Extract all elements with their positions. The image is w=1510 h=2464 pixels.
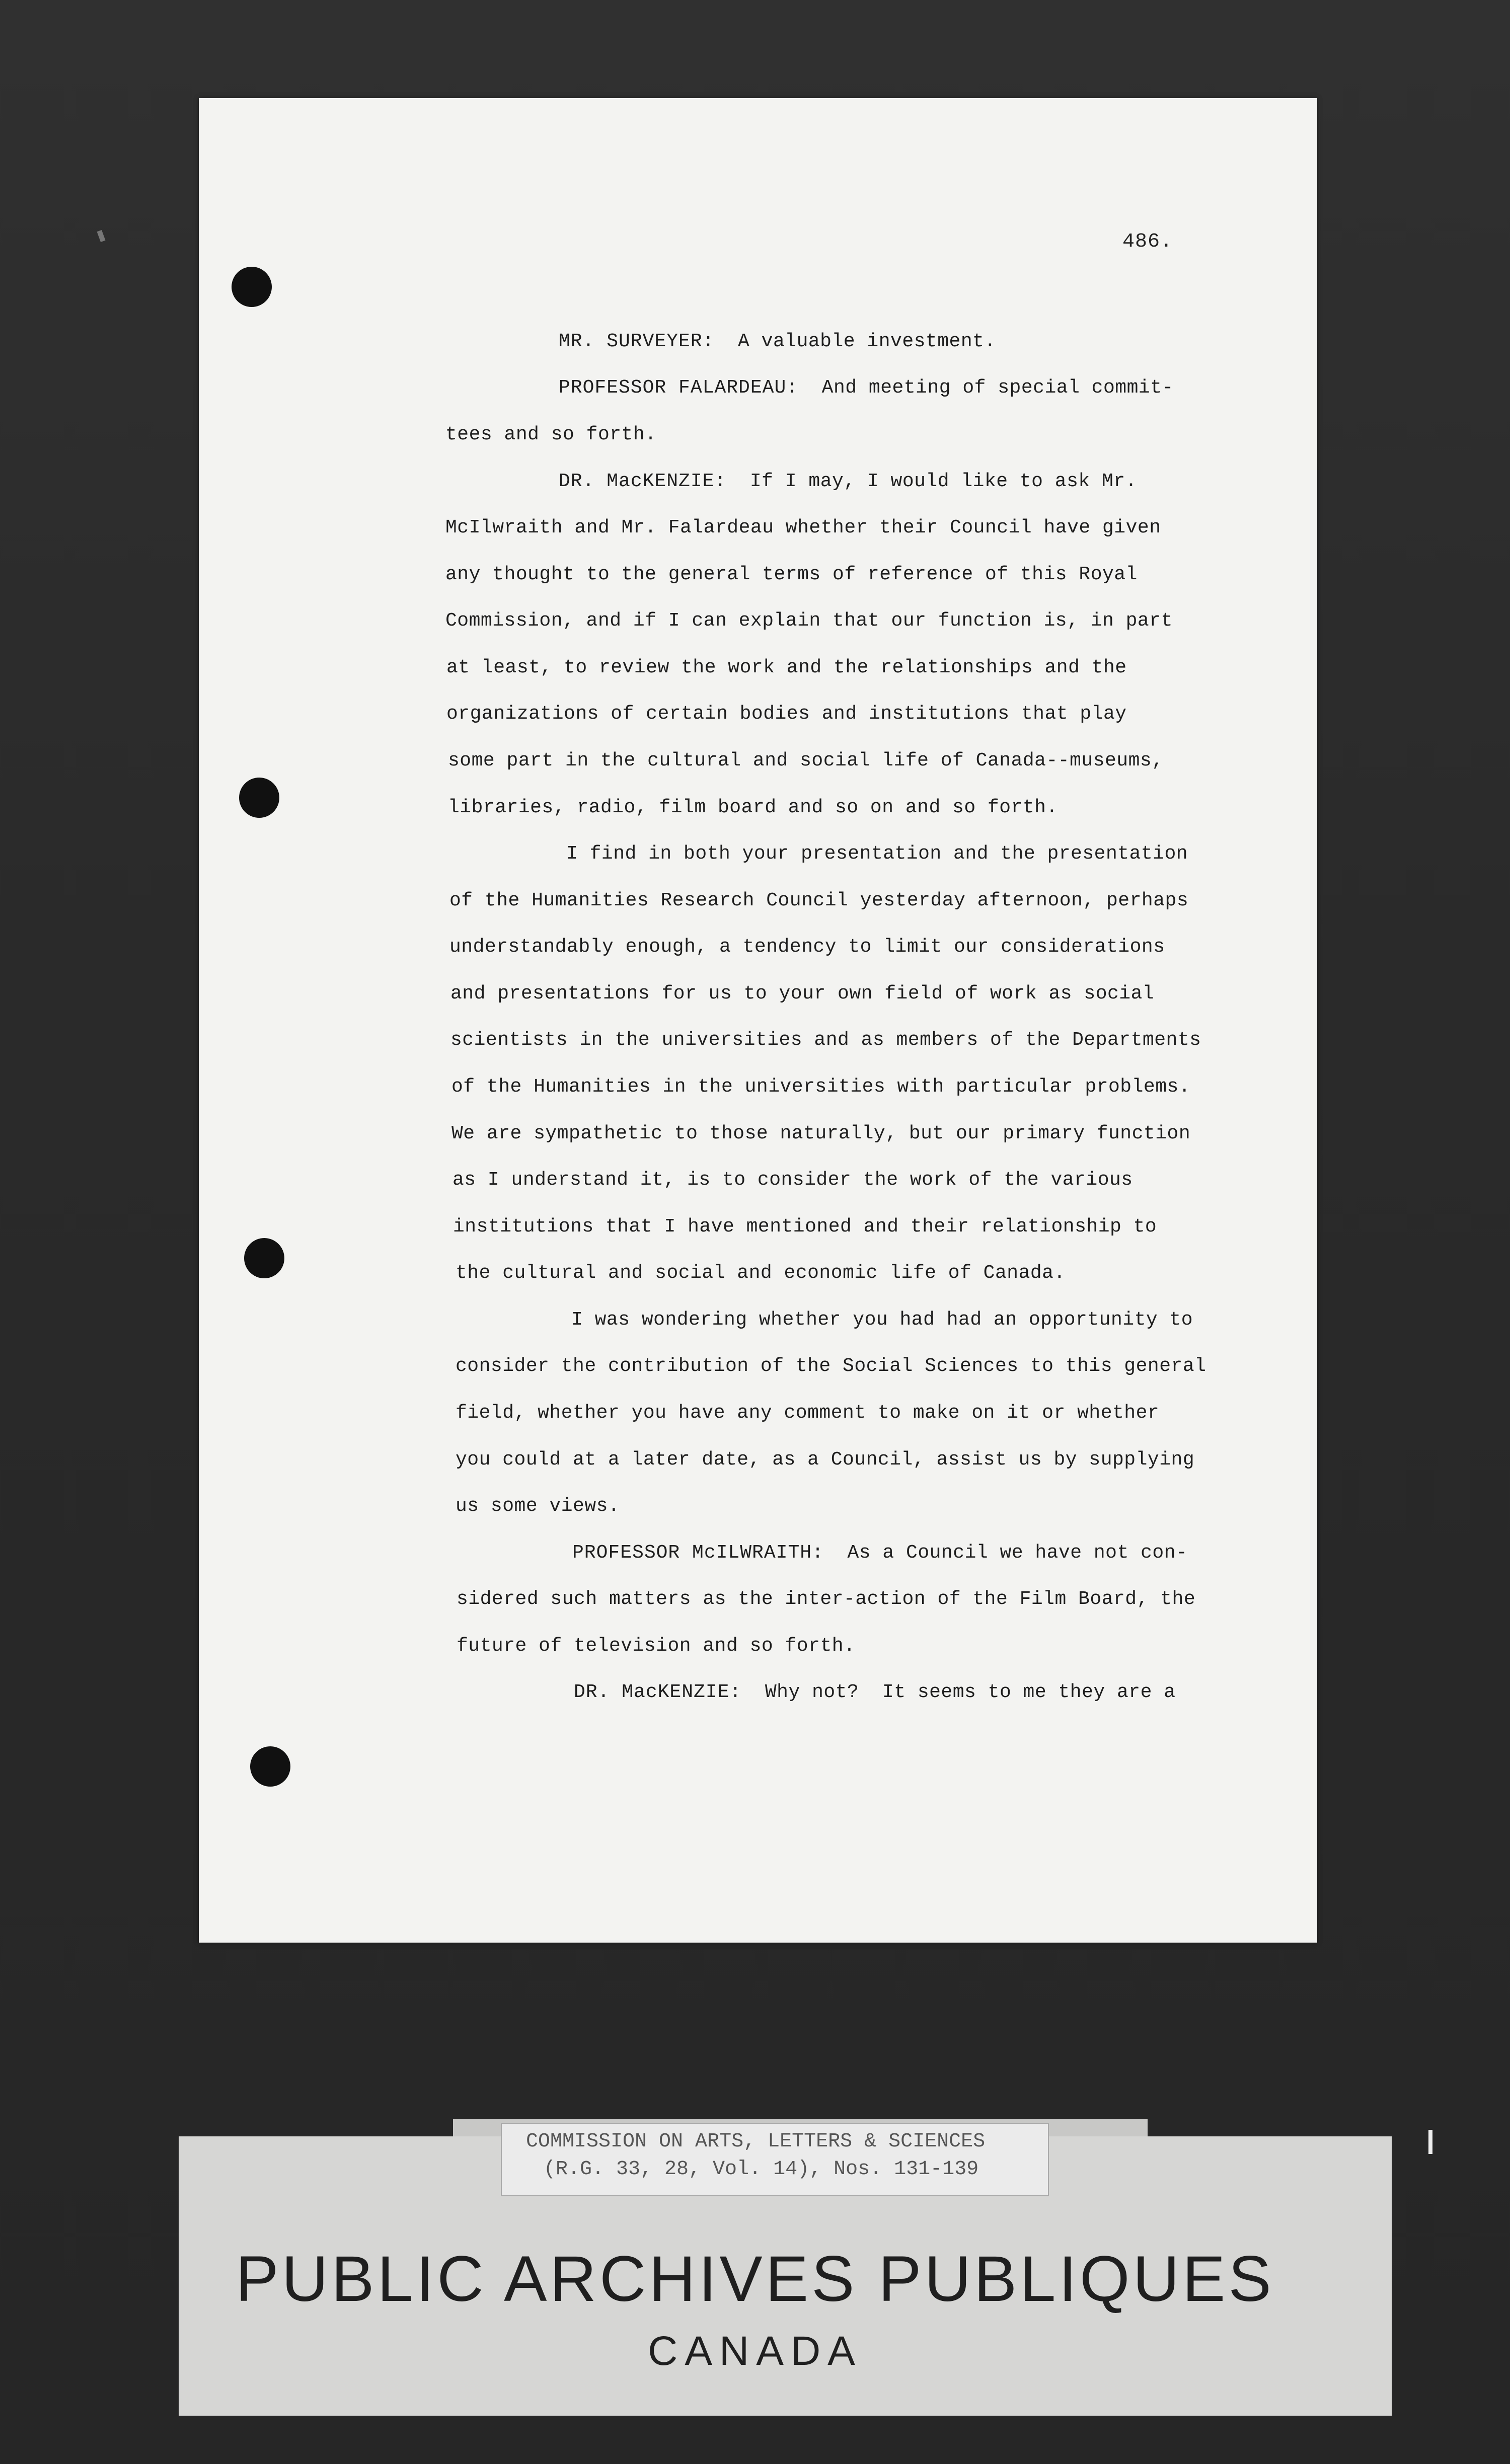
transcript-line <box>456 1404 1159 1423</box>
transcript-line <box>445 425 656 444</box>
line-text: any thought to the general terms of reference of this Royal <box>445 564 1138 585</box>
line-text: I was wondering whether you had had an opportunity to <box>571 1309 1193 1331</box>
document-page <box>199 98 1317 1943</box>
line-text: I find in both your presentation and the presentation <box>566 843 1188 865</box>
line-text: sidered such matters as the inter-action of the Film Board, the <box>457 1588 1196 1610</box>
line-text: future of television and so forth. <box>457 1635 856 1657</box>
punch-hole <box>239 778 279 818</box>
line-text: at least, to review the work and the relationships and the <box>446 657 1127 678</box>
line-text: tees and so forth. <box>445 424 657 445</box>
line-text: and presentations for us to your own field of work as social <box>450 983 1155 1005</box>
transcript-line <box>445 565 1138 584</box>
line-text: scientists in the universities and as members of the Departments <box>450 1029 1201 1051</box>
transcript-line <box>456 1450 1194 1470</box>
transcript-line <box>449 891 1188 910</box>
line-text: as I understand it, is to consider the work of the various <box>452 1169 1133 1191</box>
punch-hole <box>250 1746 290 1787</box>
speaker-label: DR. MacKENZIE: <box>559 471 727 492</box>
line-text: We are sympathetic to those naturally, but our primary function <box>451 1123 1191 1144</box>
line-text: As a Council we have not con- <box>823 1542 1188 1564</box>
transcript-line <box>457 1637 855 1656</box>
line-text: And meeting of special commit- <box>798 377 1174 399</box>
line-text: us some views. <box>456 1495 620 1517</box>
collection-line-1: COMMISSION ON ARTS, LETTERS & SCIENCES <box>526 2130 986 2153</box>
transcript-line <box>446 658 1127 677</box>
line-text: you could at a later date, as a Council, assist us by supplying <box>456 1449 1195 1471</box>
line-text: Commission, and if I can explain that our function is, in part <box>445 610 1173 632</box>
line-text: If I may, I would like to ask Mr. <box>726 471 1137 492</box>
transcript-line <box>456 1357 1206 1376</box>
transcript-line <box>450 984 1154 1004</box>
line-text: some part in the cultural and social life of Canada--museums, <box>448 750 1164 772</box>
scan-artifact <box>1428 2130 1432 2154</box>
line-text: understandably enough, a tendency to limit our considerations <box>449 936 1165 958</box>
line-text: organizations of certain bodies and institutions that play <box>446 703 1127 725</box>
line-text: the cultural and social and economic life of Canada. <box>456 1262 1066 1284</box>
transcript-line <box>456 1264 1066 1283</box>
speaker-label: MR. SURVEYER: <box>559 331 715 352</box>
transcript-line <box>453 1217 1157 1237</box>
line-text: Why not? It seems to me they are a <box>741 1681 1176 1703</box>
page-number: 486. <box>1122 230 1173 253</box>
archives-subtitle: CANADA <box>648 2328 862 2374</box>
punch-hole <box>232 267 272 307</box>
speaker-label: PROFESSOR McILWRAITH: <box>572 1542 824 1564</box>
transcript-line <box>559 332 996 351</box>
transcript-line <box>450 1031 1201 1050</box>
line-text: consider the contribution of the Social Sciences to this general <box>456 1355 1206 1377</box>
line-text: of the Humanities Research Council yesterday afternoon, perhaps <box>449 890 1189 911</box>
transcript-line <box>448 798 1058 817</box>
transcript-line <box>448 751 1164 771</box>
transcript-line <box>449 938 1165 957</box>
line-text: institutions that I have mentioned and their relationship to <box>453 1216 1157 1238</box>
transcript-line <box>572 1544 1187 1563</box>
transcript-line <box>445 611 1173 631</box>
transcript-line <box>451 1124 1190 1143</box>
transcript-line <box>571 1311 1193 1330</box>
collection-line-2: (R.G. 33, 28, Vol. 14), Nos. 131-139 <box>544 2158 979 2181</box>
line-text: of the Humanities in the universities with particular problems. <box>451 1076 1191 1098</box>
transcript-line <box>559 472 1137 491</box>
transcript-line <box>452 1171 1133 1190</box>
punch-hole <box>244 1238 284 1278</box>
transcript-line <box>574 1683 1176 1702</box>
transcript-line <box>451 1077 1190 1097</box>
transcript-line <box>457 1590 1195 1609</box>
transcript-line <box>446 705 1127 724</box>
line-text: field, whether you have any comment to make on it or whether <box>456 1402 1160 1424</box>
transcript-line <box>445 518 1161 537</box>
transcript-line <box>456 1497 620 1516</box>
line-text: libraries, radio, film board and so on and so forth. <box>448 797 1058 818</box>
archives-title: PUBLIC ARCHIVES PUBLIQUES <box>236 2243 1274 2315</box>
speaker-label: PROFESSOR FALARDEAU: <box>559 377 799 399</box>
transcript-line <box>566 844 1188 864</box>
speaker-label: DR. MacKENZIE: <box>574 1681 742 1703</box>
line-text: McIlwraith and Mr. Falardeau whether their Council have given <box>445 517 1161 538</box>
line-text: A valuable investment. <box>714 331 996 352</box>
transcript-line <box>559 378 1174 398</box>
